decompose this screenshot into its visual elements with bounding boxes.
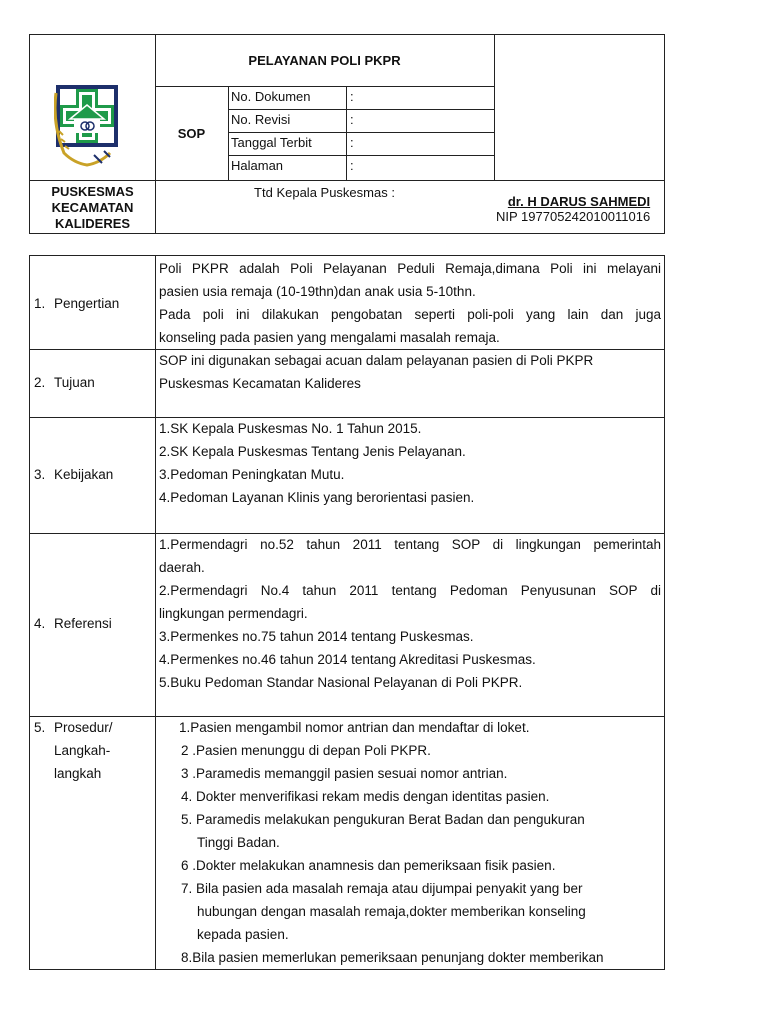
org-name-line-2: KECAMATAN — [51, 200, 134, 215]
field-label-no-dokumen: No. Dokumen — [231, 89, 311, 104]
body-line: 4.Permenkes no.46 tahun 2014 tentang Akreditasi Puskesmas. — [159, 652, 536, 667]
section-pengertian-body — [159, 257, 661, 349]
section-tujuan-label — [34, 371, 95, 394]
procedure-step-continuation: Tinggi Badan. — [197, 835, 280, 850]
procedure-step-continuation: kepada pasien. — [197, 927, 289, 942]
section-title: Referensi — [54, 616, 112, 631]
section-title: Pengertian — [54, 296, 120, 311]
body-line: daerah. — [159, 560, 205, 575]
section-number: 5. — [34, 720, 46, 735]
body-line: 5.Buku Pedoman Standar Nasional Pelayanan di Poli PKPR. — [159, 675, 523, 690]
procedure-step: 2 .Pasien menunggu di depan Poli PKPR. — [181, 743, 431, 758]
org-name — [30, 184, 155, 232]
body-line: 1.SK Kepala Puskesmas No. 1 Tahun 2015. — [159, 421, 422, 436]
body-line: pasien usia remaja (10-19thn)dan anak usia 5-10thn. — [159, 284, 476, 299]
signature-label: Ttd Kepala Puskesmas : — [254, 185, 395, 200]
section-tujuan-body — [159, 349, 661, 395]
field-label-tanggal-terbit: Tanggal Terbit — [231, 135, 312, 150]
section-number: 1. — [34, 296, 46, 311]
section-title-line-2: Langkah- — [54, 743, 111, 758]
field-value-no-revisi: : — [350, 112, 354, 127]
section-number: 4. — [34, 616, 46, 631]
procedure-step: 1.Pasien mengambil nomor antrian dan mendaftar di loket. — [179, 720, 530, 735]
procedure-step: 4. Dokter menverifikasi rekam medis dengan identitas pasien. — [181, 789, 550, 804]
body-line: 1.Permendagri no.52 tahun 2011 tentang SOP di lingkungan pemerintah — [159, 537, 661, 552]
sop-content-table — [29, 255, 665, 970]
section-kebijakan-label — [34, 463, 113, 486]
body-line: Pada poli ini dilakukan pengobatan seperti poli-poli yang lain dan juga — [159, 307, 661, 322]
puskesmas-logo — [54, 83, 120, 167]
body-line: konseling pada pasien yang mengalami masalah remaja. — [159, 330, 500, 345]
section-kebijakan-body — [159, 417, 661, 509]
body-line: lingkungan permendagri. — [159, 606, 308, 621]
procedure-step-continuation: hubungan dengan masalah remaja,dokter memberikan konseling — [197, 904, 586, 919]
procedure-step: 7. Bila pasien ada masalah remaja atau dijumpai penyakit yang ber — [181, 881, 583, 896]
body-line: 2.SK Kepala Puskesmas Tentang Jenis Pelayanan. — [159, 444, 466, 459]
body-line: 2.Permendagri No.4 tahun 2011 tentang Pedoman Penyusunan SOP di — [159, 583, 661, 598]
procedure-step: 3 .Paramedis memanggil pasien sesuai nomor antrian. — [181, 766, 508, 781]
field-value-no-dokumen: : — [350, 89, 354, 104]
body-line: 4.Pedoman Layanan Klinis yang berorientasi pasien. — [159, 490, 475, 505]
procedure-step: 8.Bila pasien memerlukan pemeriksaan penunjang dokter memberikan — [181, 950, 604, 965]
field-label-no-revisi: No. Revisi — [231, 112, 291, 127]
section-prosedur-body — [159, 716, 661, 969]
section-prosedur-label — [34, 716, 113, 785]
field-value-halaman: : — [350, 158, 354, 173]
sop-header-table — [29, 34, 665, 234]
sop-title: PELAYANAN POLI PKPR — [248, 53, 401, 68]
section-title: Tujuan — [54, 375, 95, 390]
head-name: dr. H DARUS SAHMEDI — [507, 194, 651, 209]
section-title: Kebijakan — [54, 467, 114, 482]
procedure-step: 6 .Dokter melakukan anamnesis dan pemeriksaan fisik pasien. — [181, 858, 556, 873]
section-referensi-label — [34, 612, 112, 635]
org-name-line-1: PUSKESMAS — [51, 184, 134, 199]
field-value-tanggal-terbit: : — [350, 135, 354, 150]
body-line: Poli PKPR adalah Poli Pelayanan Peduli Remaja,dimana Poli ini melayani — [159, 261, 661, 276]
section-title-line-3: langkah — [54, 766, 102, 781]
procedure-step: 5. Paramedis melakukan pengukuran Berat Badan dan pengukuran — [181, 812, 585, 827]
section-number: 3. — [34, 467, 46, 482]
section-pengertian-label — [34, 292, 119, 315]
body-line: Puskesmas Kecamatan Kalideres — [159, 376, 361, 391]
section-title-line-1: Prosedur/ — [54, 720, 113, 735]
body-line: 3.Permenkes no.75 tahun 2014 tentang Puskesmas. — [159, 629, 474, 644]
org-name-line-3: KALIDERES — [54, 216, 131, 231]
head-nip: NIP 197705242010011016 — [496, 209, 651, 224]
field-label-halaman: Halaman — [231, 158, 284, 173]
sop-label: SOP — [177, 126, 206, 141]
body-line: SOP ini digunakan sebagai acuan dalam pelayanan pasien di Poli PKPR — [159, 353, 594, 368]
section-number: 2. — [34, 375, 46, 390]
body-line: 3.Pedoman Peningkatan Mutu. — [159, 467, 345, 482]
section-referensi-body — [159, 533, 661, 694]
